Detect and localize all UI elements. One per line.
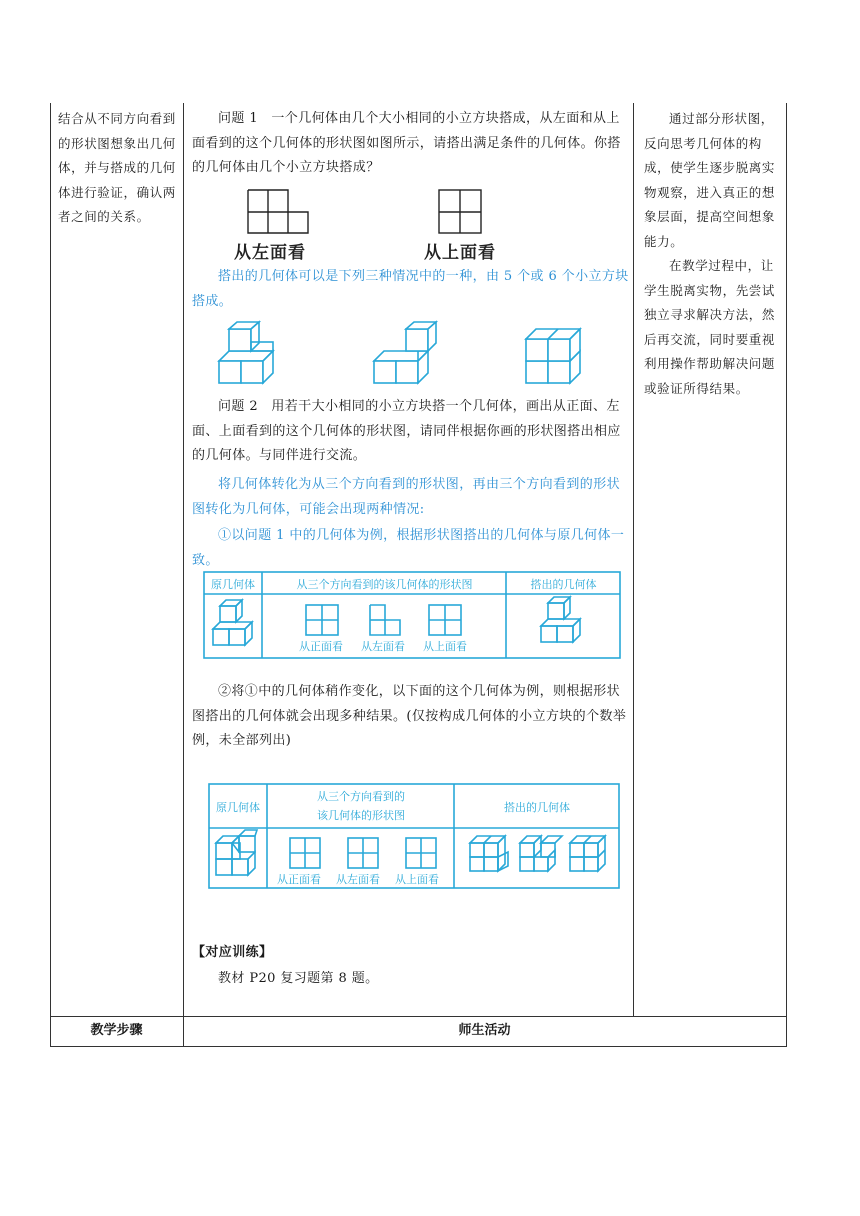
t2-label-top: 从上面看 [395,873,439,886]
design-intent-p2: 在教学过程中，让学生脱离实物，先尝试独立寻求解决方法，然后再交流，同时要重视利用操作帮助解决问题或验证所得结果。 [644,258,776,396]
t2-header-original: 原几何体 [216,801,260,814]
t2-header-views-line2: 该几何体的形状图 [317,809,405,822]
design-intent [644,107,781,401]
caption-left-view: 从左面看 [234,243,306,263]
case-1-text: ①以问题 1 中的几何体为例，根据形状图搭出的几何体与原几何体一致。 [192,528,625,568]
practice-title: 【对应训练】 [192,945,273,960]
t2-header-built: 搭出的几何体 [504,801,570,814]
top-view-figure [438,189,482,234]
objective-text: 结合从不同方向看到的形状图想象出几何体，并与搭成的几何体进行验证，确认两者之间的关系。 [58,111,176,224]
t1-header-built: 搭出的几何体 [530,578,597,591]
solid-option-2 [372,321,444,385]
t1-label-front: 从正面看 [299,640,343,653]
solid-option-1 [217,321,289,385]
t1-header-views: 从三个方向看到的该几何体的形状图 [296,578,473,591]
left-view-figure [247,189,309,234]
lesson-table [50,103,787,1046]
t2-label-front: 从正面看 [277,873,321,886]
answer-1: 搭出的几何体可以是下列三种情况中的一种，由 5 个或 6 个小立方块搭成。 [192,269,629,309]
case-2-text: ②将①中的几何体稍作变化，以下面的这个几何体为例，则根据形状图搭出的几何体就会出现多种结果。(仅按构成几何体的小立方块的个数举例，未全部列出) [192,684,627,748]
question-1: 问题 1 一个几何体由几个大小相同的小立方块搭成，从左面和从上面看到的这个几何体的形状图如图所示，请搭出满足条件的几何体。你搭的几何体由几个小立方块搭成？ [192,111,621,175]
t1-header-original: 原几何体 [211,578,255,591]
question-2: 问题 2 用若干大小相同的小立方块搭一个几何体，画出从正面、左面、上面看到的这个几何体的形状图，请同伴根据你画的形状图搭出相应的几何体。与同伴进行交流。 [192,399,621,463]
footer-col-steps: 教学步骤 [90,1023,143,1038]
footer-col-activities: 师生活动 [458,1023,511,1038]
practice-text: 教材 P20 复习题第 8 题。 [218,971,379,986]
answer-2: 将几何体转化为从三个方向看到的形状图，再由三个方向看到的形状图转化为几何体，可能会出现两种情况: [192,477,621,517]
design-intent-p1: 通过部分形状图，反向思考几何体的构成，使学生逐步脱离实物观察，进入真正的想象层面，提高空间想象能力。 [644,111,776,249]
caption-top-view: 从上面看 [424,243,496,263]
t1-label-left: 从左面看 [361,640,405,653]
t2-label-left: 从左面看 [336,873,380,886]
t1-label-top: 从上面看 [423,640,467,653]
t2-header-views-line1: 从三个方向看到的 [317,790,405,803]
solid-option-3 [524,321,596,385]
